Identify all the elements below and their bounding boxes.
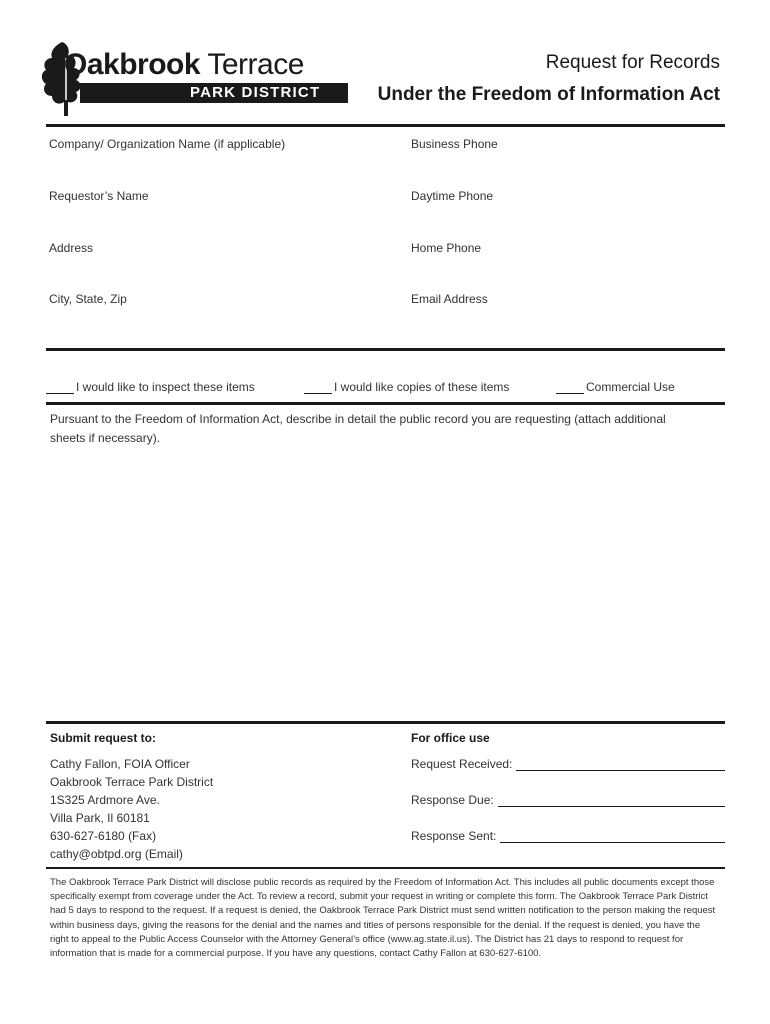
request-received-line[interactable] [516,760,725,771]
submit-line-city: Villa Park, Il 60181 [50,811,150,825]
copies-option-label: I would like copies of these items [334,380,510,394]
address-field[interactable]: Address [49,241,94,255]
daytime-phone-field[interactable]: Daytime Phone [411,189,494,203]
description-divider [46,721,725,724]
logo-subtitle: PARK DISTRICT [190,84,321,101]
contact-divider [46,348,725,351]
submit-heading: Submit request to: [50,731,157,745]
submit-line-email: cathy@obtpd.org (Email) [50,847,183,861]
email-address-field[interactable]: Email Address [411,292,488,306]
response-due-row[interactable] [411,791,725,807]
submit-line-organization: Oakbrook Terrace Park District [50,775,214,789]
response-due-line[interactable] [498,796,725,807]
response-sent-row[interactable] [411,827,725,843]
logo-wordmark [64,48,304,82]
copies-blank[interactable] [304,383,332,394]
business-phone-field[interactable]: Business Phone [411,137,498,151]
response-sent-line[interactable] [500,832,725,843]
form-title-line1: Request for Records [545,52,720,73]
home-phone-field[interactable]: Home Phone [411,241,482,255]
response-sent-label: Response Sent: [411,829,497,843]
submit-line-street: 1S325 Ardmore Ave. [50,793,160,807]
options-divider [46,402,725,405]
company-name-field[interactable]: Company/ Organization Name (if applicable) [49,137,286,151]
record-description-area[interactable]: Pursuant to the Freedom of Information Act, describe in detail the public record you are requesting (attach additional sheets if necessary). [50,412,666,445]
commercial-option-label: Commercial Use [586,380,675,394]
foia-notice-text: The Oakbrook Terrace Park District will disclose public records as required by the Freedom of Information Act. This includes all public documents except those specifically exempt from coverage under the Act. To review a record, submit your request in writing or complete this form. The Oakbrook Terrace Park District had 5 days to respond to the request. If a request is denied, the Oakbrook Terrace Park District must send written notification to the person making the request within business days, giving the reasons for the denial and the names and titles of persons responsible for the denial. If the request is denied, you have the right to appeal to the Public Access Counselor with the Attorney General’s office (www.ag.state.il.us). The District has 21 days to respond to request for information that is made for a commercial purpose. If you have any questions, contact Cathy Fallon at 630-627-6100. [50,877,716,960]
park-district-logo [40,40,350,118]
inspect-option[interactable] [46,380,255,394]
commercial-option[interactable] [556,380,675,394]
inspect-option-label: I would like to inspect these items [76,380,255,394]
form-title-line2: Under the Freedom of Information Act [377,84,720,105]
requestor-name-field[interactable]: Requestor’s Name [49,189,149,203]
logo-name-bold: Oakbrook [64,48,201,81]
header-divider [46,124,725,127]
submit-line-officer: Cathy Fallon, FOIA Officer [50,757,190,771]
response-due-label: Response Due: [411,793,494,807]
city-state-zip-field[interactable]: City, State, Zip [49,292,127,306]
inspect-blank[interactable] [46,383,74,394]
copies-option[interactable] [304,380,509,394]
request-received-label: Request Received: [411,757,513,771]
footer-divider [46,867,725,869]
request-received-row[interactable] [411,755,725,771]
submit-line-fax: 630-627-6180 (Fax) [50,829,157,843]
office-use-heading: For office use [411,731,490,745]
commercial-blank[interactable] [556,383,584,394]
request-type-options [46,380,726,396]
logo-name-light: Terrace [200,48,304,81]
